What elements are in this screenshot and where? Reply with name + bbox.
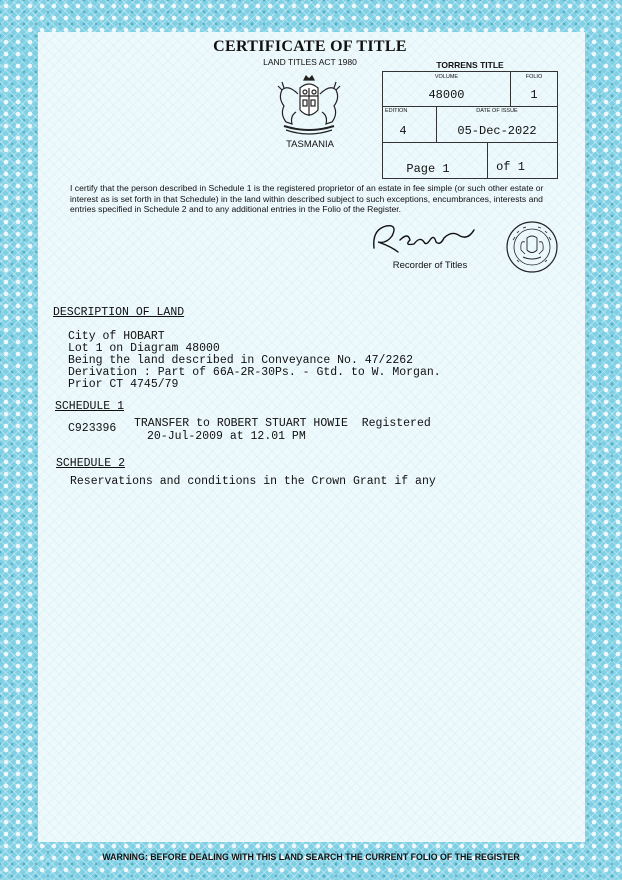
recorder-of-titles: Recorder of Titles (392, 260, 468, 271)
schedule-1-reference: C923396 (68, 422, 117, 435)
schedule-2-heading: SCHEDULE 2 (56, 457, 126, 470)
description-line: Prior CT 4745/79 (68, 378, 179, 391)
folio-value: 1 (530, 88, 538, 102)
footer-warning: WARNING: BEFORE DEALING WITH THIS LAND SEARCH THE CURRENT FOLIO OF THE REGISTER (102, 852, 520, 862)
recorder-signature (368, 218, 478, 258)
description-heading: DESCRIPTION OF LAND (53, 306, 185, 319)
date-of-issue-label: DATE OF ISSUE (476, 108, 518, 114)
schedule-1-heading: SCHEDULE 1 (55, 400, 125, 413)
description-line: City of HOBART (68, 330, 165, 343)
title-reference-table (382, 71, 558, 179)
page-number: Page 1 (406, 162, 450, 176)
volume-label: VOLUME (434, 74, 459, 80)
act-name: LAND TITLES ACT 1980 (263, 57, 357, 67)
folio-label: FOLIO (525, 74, 543, 80)
certification-statement: I certify that the person described in Schedule 1 is the registered proprietor of an estate in fee simple (or such other estate or interest as is set forth in that Schedule) in the land within described subject to such exceptions, encumbrances, interests and entries specified in Schedule 2 and to any additional entries in the Folio of the Register. (70, 183, 544, 215)
description-line: Derivation : Part of 66A-2R-30Ps. - Gtd. to W. Morgan. (68, 366, 441, 379)
schedule-1-entry-date: 20-Jul-2009 at 12.01 PM (147, 430, 306, 443)
torrens-title-label: TORRENS TITLE (436, 60, 504, 70)
edition-value: 4 (399, 124, 407, 138)
description-line: Lot 1 on Diagram 48000 (68, 342, 220, 355)
schedule-1-entry: TRANSFER to ROBERT STUART HOWIE Registered (134, 417, 431, 430)
state-name: TASMANIA (286, 139, 334, 150)
edition-label: EDITION (385, 108, 408, 114)
volume-value: 48000 (428, 88, 465, 102)
date-of-issue-value: 05-Dec-2022 (457, 124, 537, 138)
recorder-seal-icon (505, 220, 559, 274)
description-line: Being the land described in Conveyance No. 47/2262 (68, 354, 414, 367)
coat-of-arms-icon (270, 72, 348, 138)
page-count: of 1 (496, 160, 525, 174)
schedule-2-entry: Reservations and conditions in the Crown Grant if any (70, 475, 436, 488)
certificate-title: CERTIFICATE OF TITLE (213, 38, 407, 55)
